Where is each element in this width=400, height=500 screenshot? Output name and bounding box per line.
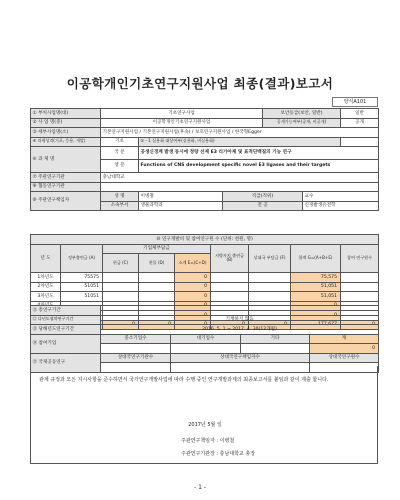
subtotal-cell: 0: [175, 292, 211, 302]
budget-cash-header: 현금 (C): [103, 254, 139, 273]
budget-title: ⑩ 연구개발비 및 참여연구원 수 (단위: 천원, 명): [31, 235, 379, 245]
year-cell: 1차년도: [31, 273, 61, 283]
gov-cell: 75575: [61, 273, 103, 283]
task-title-eng-value: Functions of CNS development specific novel E3 ligases and their targets: [139, 160, 379, 173]
disclosure-label: 공개가능여부(공개, 비공개): [263, 118, 341, 128]
security-level-label: 보안등급(보안, 일반): [263, 109, 341, 119]
subtotal-cell: 0: [175, 311, 211, 321]
year-cell: 3차년도: [31, 292, 61, 302]
row-program-name: [31, 118, 379, 128]
pi-dept-value: 생물과학과: [139, 201, 223, 211]
page-title: 이공학개인기초연구지원사업 최종(결과)보고서: [66, 76, 334, 91]
task-nature-value: 기초: [101, 137, 139, 147]
row-multiyear-period: [31, 315, 379, 325]
total-cell: 0: [291, 301, 341, 311]
subtotal-cell: 0: [175, 282, 211, 292]
budget-local-header: 지방자치 출연금 (B): [211, 244, 249, 273]
cash-cell: [103, 273, 139, 283]
row-intl-header: [31, 353, 379, 363]
other-cell: [249, 273, 291, 283]
total-cell: 51,051: [291, 292, 341, 302]
table-row: [31, 273, 379, 283]
pi-field-label: 전 공: [223, 201, 303, 211]
multiyear-period-value: 기재하지 않음: [101, 315, 379, 325]
sum-cash-cell: 0: [103, 320, 139, 330]
inkind-cell: [139, 282, 175, 292]
row-ministry-program: [31, 109, 379, 119]
sme-count-header: 중소기업수: [101, 334, 171, 344]
budget-company-header: 기업체부담금: [103, 244, 211, 254]
local-cell: [211, 282, 249, 292]
row-sub-program: [31, 128, 379, 138]
task-title-kor-value: 공생신경계 발생 동시에 정량 선제 E3 리가아제 및 표적단백질의 기능 연구: [139, 147, 379, 160]
subtotal-cell: 0: [175, 301, 211, 311]
submission-date: 2017년 5월 일: [188, 422, 222, 428]
project-info-table: [30, 108, 379, 211]
ministry-program-label: ① 부처사업명(대): [31, 109, 101, 119]
pi-name-value: 이병철: [139, 192, 223, 202]
budget-subtotal-header: 소계 E=(C+D): [175, 254, 211, 273]
security-level-value: 일반: [341, 109, 379, 119]
row-current-period: [31, 325, 379, 335]
sme-count-value: [101, 344, 171, 354]
subtotal-cell: 0: [175, 273, 211, 283]
cash-cell: [103, 282, 139, 292]
program-name-label: ② 사 업 명(중): [31, 118, 101, 128]
row-companies-header: [31, 334, 379, 344]
companies-label: ⑭ 참여기업: [31, 334, 101, 353]
row-task-title-kor: [31, 147, 379, 160]
researchers-cell: [341, 273, 379, 283]
total-cell: 51,051: [291, 282, 341, 292]
sum-inkind-cell: 0: [139, 320, 175, 330]
large-company-count-header: 대기업수: [171, 334, 241, 344]
row-task-nature: [31, 137, 379, 147]
form-code-badge: 양식A101: [332, 97, 378, 107]
sub-program-label: ③ 세부사업명(소): [31, 128, 101, 138]
principal-investigator-label: ⑨ 주관연구책임자: [31, 192, 101, 211]
pi-rank-value: 교수: [303, 192, 379, 202]
table-row: [31, 292, 379, 302]
multiyear-period-label: ⑫ 다년도협약연구기간: [31, 315, 101, 325]
page-number: - 1 -: [194, 484, 206, 491]
practical-use-value: [341, 137, 379, 147]
other-cell: [249, 282, 291, 292]
budget-year-header: 년 도: [31, 244, 61, 273]
submission-statement: [30, 366, 378, 464]
company-total-header: 계: [310, 334, 379, 344]
inkind-cell: [139, 273, 175, 283]
table-row: [31, 282, 379, 292]
practical-use-label: ⑤ - 1 실용화 대상여부(실용화, 비실용화): [139, 137, 341, 147]
total-cell: 75,575: [291, 273, 341, 283]
task-title-label: ⑥ 과 제 명: [31, 147, 101, 173]
budget-other-header: 상대국 부담금 (F): [249, 244, 291, 273]
other-company-count-header: 기타: [241, 334, 310, 344]
company-total-value: 0: [310, 344, 379, 354]
total-cell: 0: [291, 311, 341, 321]
researchers-cell: [341, 292, 379, 302]
other-company-count-value: [241, 344, 310, 354]
budget-researchers-header: 참여 연구원수: [341, 244, 379, 273]
institution-head-line: 주관연구기관장 : 충남대학교 총장: [181, 451, 256, 457]
total-period-value: [101, 306, 379, 316]
task-nature-label: ④ 과제성격(기초, 응용, 개발): [31, 137, 101, 147]
budget-inkind-header: 현물 (D): [139, 254, 175, 273]
local-cell: [211, 292, 249, 302]
sub-program-value: 기본연구지원사업 / 기본연구지원사업(후속) / 보호연구지원사업 / 한국형Egger: [101, 128, 379, 138]
disclosure-value: 공개: [341, 118, 379, 128]
gov-cell: 51051: [61, 282, 103, 292]
pi-name-label: 성 명: [101, 192, 139, 202]
ministry-program-value: 기초연구사업: [101, 109, 263, 119]
row-pi-name: [31, 192, 379, 202]
partner-institutions-header: 상대국연구기관수: [101, 353, 171, 363]
sum-total-cell: 177,677: [291, 320, 341, 330]
row-coop-institution: [31, 182, 379, 192]
pi-field-value: 신경발생유전학: [303, 201, 379, 211]
program-name-value: 이공학개인기초연구지원사업: [101, 118, 263, 128]
large-company-count-value: [171, 344, 241, 354]
gov-cell: 51051: [61, 292, 103, 302]
current-period-label: ⑬ 당해년도연구기간: [31, 325, 101, 335]
intl-research-label: ⑮ 국제공동연구: [31, 353, 101, 372]
task-title-eng-label: 영 문: [101, 160, 139, 173]
pi-signature-line: 주관연구책임자 : 이병철: [181, 438, 235, 444]
host-institution-value: 충남대학교: [101, 173, 379, 183]
partner-pi-header: 상대국연구책임자수: [171, 353, 310, 363]
current-period-value: 2016. 5. 1 ~ 2017. 4. 30(12개월): [101, 325, 379, 335]
statement-text: 관계 규정과 모든 지시사항을 준수하면서 국가연구개발사업에 따라 수행 중인 연구개발과제의 최종보고서를 붙임과 같이 제출 합니다.: [39, 377, 329, 383]
sum-other-cell: 0: [249, 320, 291, 330]
row-total-period: [31, 306, 379, 316]
local-cell: [211, 273, 249, 283]
coop-institution-value: [101, 182, 379, 192]
period-participation-table: [30, 305, 379, 373]
row-host-institution: [31, 173, 379, 183]
task-title-kor-label: 국 문: [101, 147, 139, 160]
coop-institution-label: ⑧ 협동연구기관: [31, 182, 101, 192]
inkind-cell: [139, 292, 175, 302]
budget-total-header: 합계 G=(A+B+E): [291, 244, 341, 273]
pi-dept-label: 소속부서: [101, 201, 139, 211]
partner-researchers-header: 상대국연구원수: [310, 353, 379, 363]
year-cell: 2차년도: [31, 282, 61, 292]
sum-researchers-cell: 0: [341, 320, 379, 330]
budget-gov-header: 정부출연금 (A): [61, 244, 103, 273]
cash-cell: [103, 292, 139, 302]
total-period-label: ⑪ 총연구기간: [31, 306, 101, 316]
other-cell: [249, 292, 291, 302]
researchers-cell: [341, 282, 379, 292]
pi-rank-label: 직급(직위): [223, 192, 303, 202]
sum-local-cell: 0: [211, 320, 249, 330]
sum-subtotal-cell: 0: [175, 320, 211, 330]
host-institution-label: ⑦ 주관연구기관: [31, 173, 101, 183]
